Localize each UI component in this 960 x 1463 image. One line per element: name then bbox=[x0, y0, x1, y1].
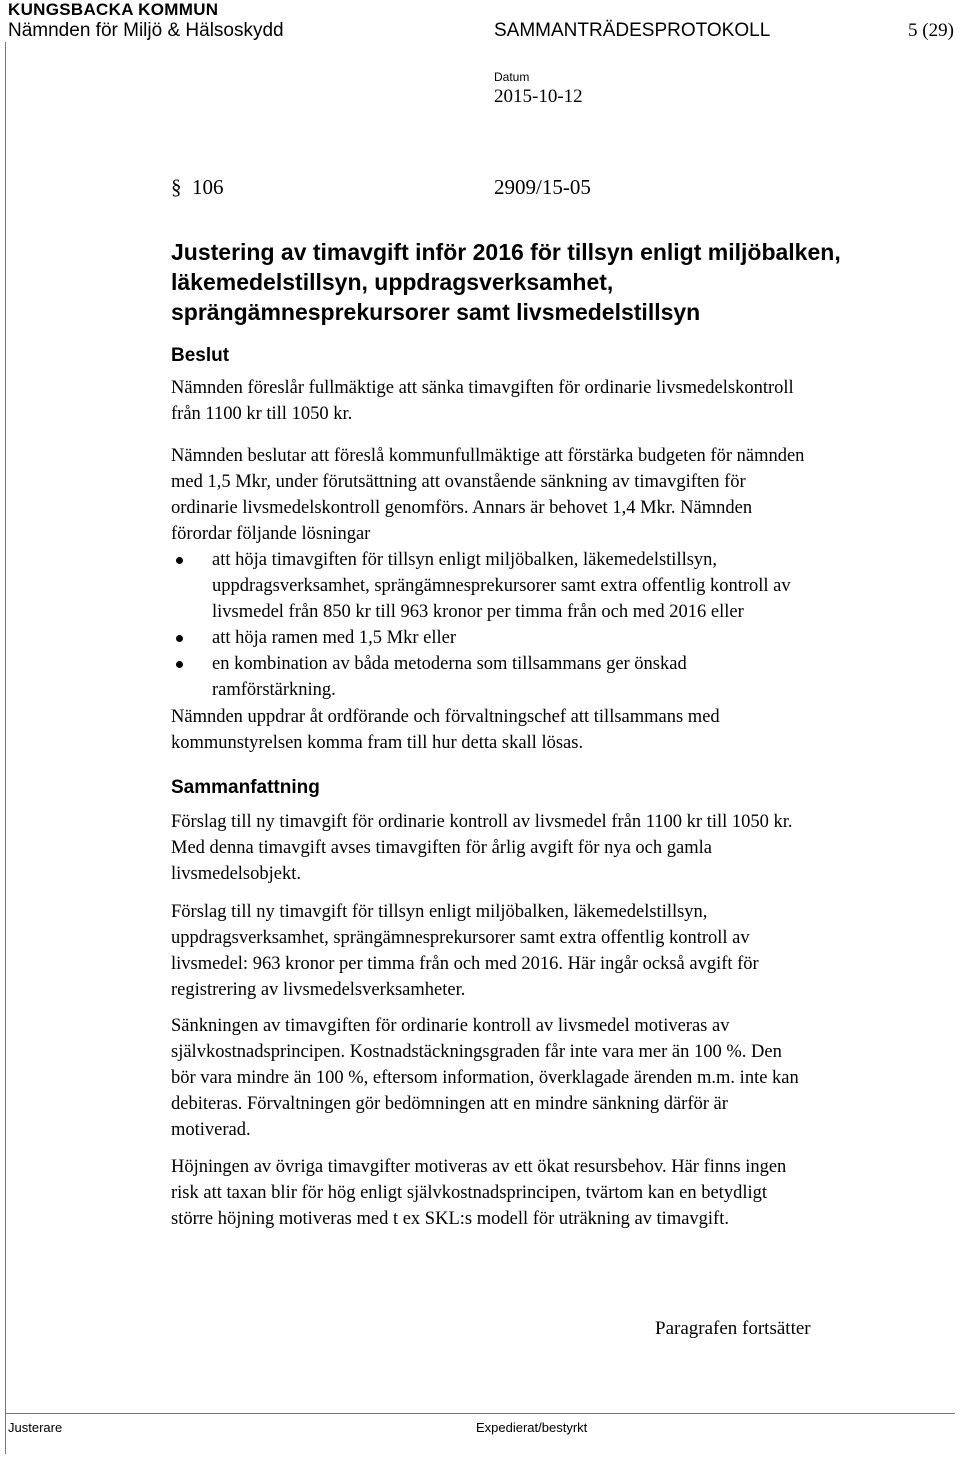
decision-paragraph bbox=[171, 443, 949, 703]
page-number: 5 (29) bbox=[908, 20, 954, 41]
paragraph-sign: § bbox=[171, 175, 182, 199]
margin-rule-vertical bbox=[5, 42, 6, 1454]
title-line: läkemedelstillsyn, uppdragsverksamhet, bbox=[171, 269, 614, 295]
bullet-icon bbox=[176, 661, 183, 668]
summary-paragraph bbox=[171, 1154, 949, 1232]
text-line: uppdragsverksamhet, sprängämnesprekursorer samt extra offentlig kontroll av bbox=[212, 576, 791, 596]
adjuster-label: Justerare bbox=[8, 1420, 63, 1435]
text-line: livsmedel från 850 kr till 963 kronor per timma från och med 2016 eller bbox=[212, 602, 744, 622]
text-line: registrering av livsmedelsverksamheter. bbox=[171, 980, 466, 1000]
text-line: en kombination av båda metoderna som tillsammans ger önskad bbox=[212, 654, 687, 674]
text-line: livsmedelsobjekt. bbox=[171, 864, 301, 884]
summary-paragraph bbox=[171, 1013, 949, 1143]
text-line: uppdragsverksamhet, sprängämnesprekursorer samt extra offentlig kontroll av bbox=[171, 928, 750, 948]
text-line: bör vara mindre än 100 %, eftersom information, överklagade ärenden m.m. inte kan bbox=[171, 1068, 799, 1088]
text-line: självkostnadsprincipen. Kostnadstäckningsgraden får inte vara mer än 100 %. Den bbox=[171, 1042, 782, 1062]
text-line: livsmedel: 963 kronor per timma från och med 2016. Här ingår också avgift för bbox=[171, 954, 759, 974]
paragraph-number: 106 bbox=[192, 175, 224, 199]
text-line: Nämnden uppdrar åt ordförande och förvaltningschef att tillsammans med bbox=[171, 707, 720, 727]
text-line: med 1,5 Mkr, under förutsättning att ovanstående sänkning av timavgiften för bbox=[171, 472, 746, 492]
decision-paragraph bbox=[171, 375, 949, 427]
expedited-label: Expedierat/bestyrkt bbox=[476, 1420, 588, 1435]
bullet-icon bbox=[176, 557, 183, 564]
text-line: större höjning motiveras med t ex SKL:s modell för uträkning av timavgift. bbox=[171, 1209, 729, 1229]
text-line: debiteras. Förvaltningen gör bedömningen att en mindre sänkning därför är bbox=[171, 1094, 728, 1114]
text-line: Med denna timavgift avses timavgiften för årlig avgift för nya och gamla bbox=[171, 838, 712, 858]
text-line: ramförstärkning. bbox=[212, 680, 336, 700]
solutions-list bbox=[171, 547, 949, 703]
summary-heading: Sammanfattning bbox=[171, 777, 320, 798]
title-line: sprängämnesprekursorer samt livsmedelstillsyn bbox=[171, 299, 701, 325]
text-line: Förslag till ny timavgift för ordinarie kontroll av livsmedel från 1100 kr till 1050 kr. bbox=[171, 812, 793, 832]
text-line: motiverad. bbox=[171, 1120, 251, 1140]
date-label: Datum bbox=[494, 70, 530, 84]
summary-paragraph bbox=[171, 809, 949, 887]
footer-rule bbox=[5, 1413, 955, 1414]
text-line: kommunstyrelsen komma fram till hur detta skall lösas. bbox=[171, 733, 584, 753]
list-item bbox=[171, 547, 949, 625]
meeting-date: 2015-10-12 bbox=[494, 86, 583, 107]
text-line: förordar följande lösningar bbox=[171, 524, 371, 544]
document-type: SAMMANTRÄDESPROTOKOLL bbox=[494, 20, 771, 41]
text-line: från 1100 kr till 1050 kr. bbox=[171, 404, 353, 424]
text-line: ordinarie livsmedelskontroll genomförs. Annars är behovet 1,4 Mkr. Nämnden bbox=[171, 498, 753, 518]
title-line: Justering av timavgift inför 2016 för tillsyn enligt miljöbalken, bbox=[171, 239, 841, 265]
decision-paragraph bbox=[171, 704, 949, 756]
committee-name: Nämnden för Miljö & Hälsoskydd bbox=[8, 20, 284, 41]
continuation-note: Paragrafen fortsätter bbox=[655, 1318, 811, 1339]
text-line: att höja timavgiften för tillsyn enligt miljöbalken, läkemedelstillsyn, bbox=[212, 550, 718, 570]
summary-paragraph bbox=[171, 899, 949, 1003]
text-line: risk att taxan blir för hög enligt självkostnadsprincipen, tvärtom kan en betydligt bbox=[171, 1183, 767, 1203]
text-line: Förslag till ny timavgift för tillsyn enligt miljöbalken, läkemedelstillsyn, bbox=[171, 902, 708, 922]
case-number: 2909/15-05 bbox=[494, 175, 591, 199]
bullet-icon bbox=[176, 635, 183, 642]
case-title bbox=[171, 237, 951, 327]
list-item bbox=[171, 625, 949, 651]
organization-name: KUNGSBACKA KOMMUN bbox=[8, 0, 219, 19]
text-line: Nämnden föreslår fullmäktige att sänka timavgiften för ordinarie livsmedelskontroll bbox=[171, 378, 794, 398]
text-line: Nämnden beslutar att föreslå kommunfullmäktige att förstärka budgeten för nämnden bbox=[171, 446, 805, 466]
text-line: Sänkningen av timavgiften för ordinarie kontroll av livsmedel motiveras av bbox=[171, 1016, 730, 1036]
decision-heading: Beslut bbox=[171, 345, 230, 366]
list-item bbox=[171, 651, 949, 703]
text-line: Höjningen av övriga timavgifter motiveras av ett ökat resursbehov. Här finns ingen bbox=[171, 1157, 787, 1177]
text-line: att höja ramen med 1,5 Mkr eller bbox=[212, 628, 457, 648]
